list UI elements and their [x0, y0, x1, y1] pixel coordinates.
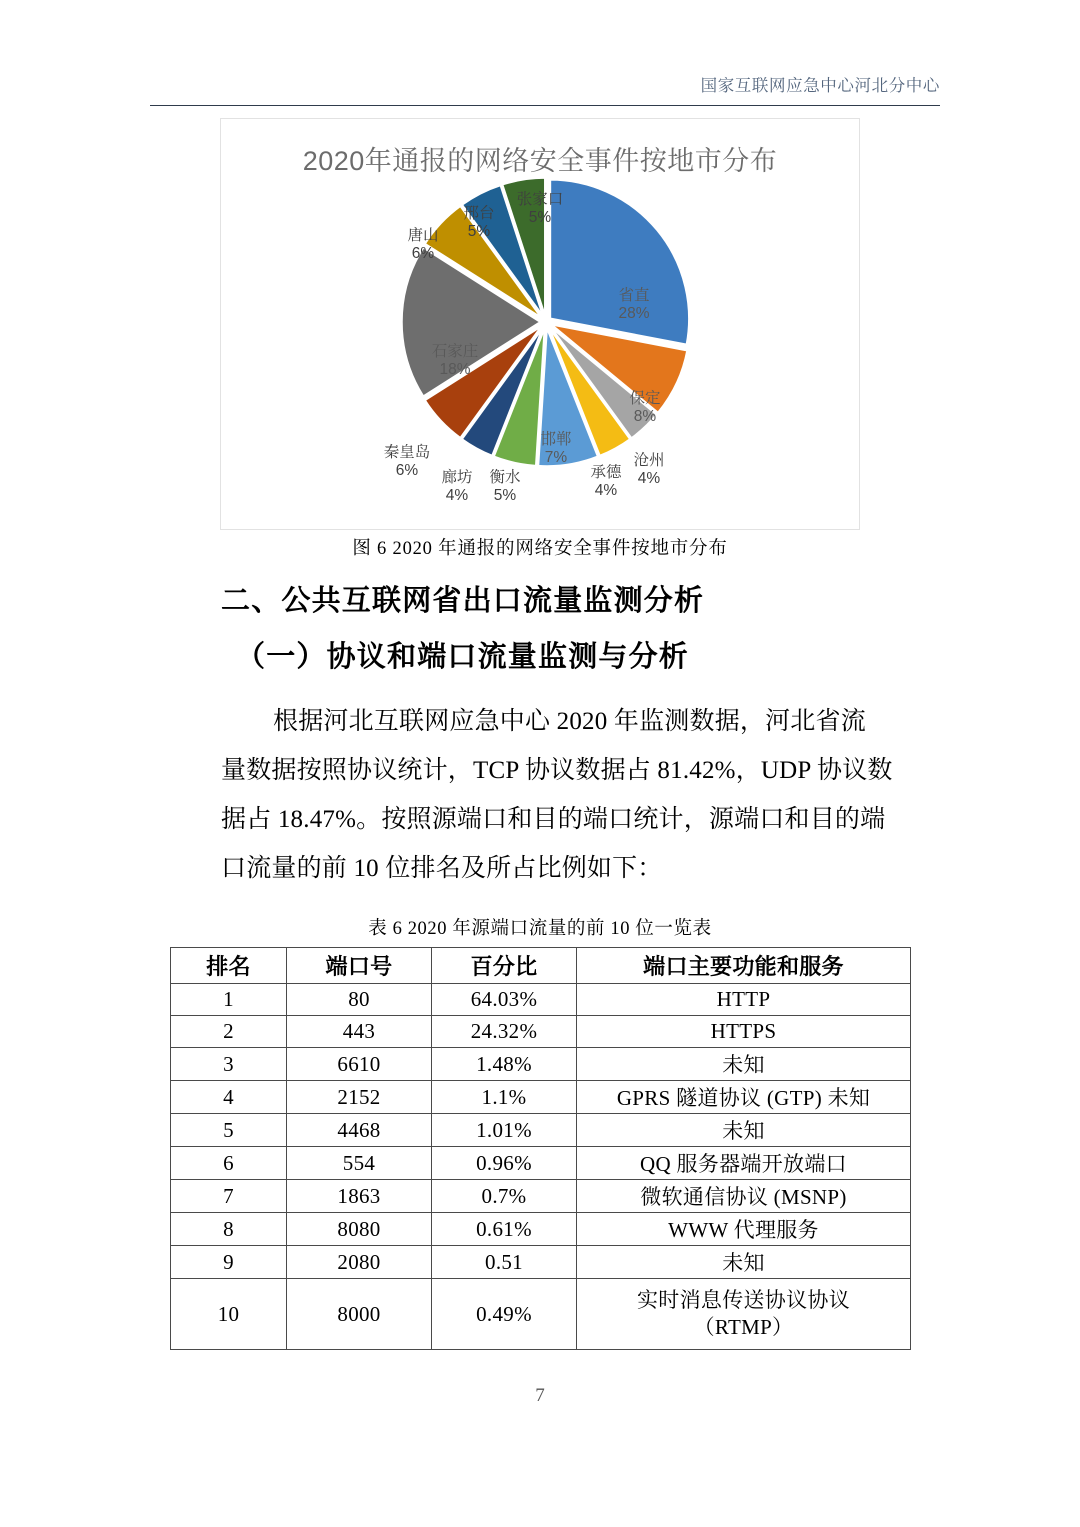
cell-service: HTTP [577, 984, 911, 1016]
cell-service: 未知 [577, 1114, 911, 1147]
cell-rank: 10 [171, 1279, 287, 1350]
cell-rank: 1 [171, 984, 287, 1016]
cell-percent: 0.96% [432, 1147, 577, 1180]
pie-label-langfang: 廊坊 4% [441, 469, 473, 505]
cell-service [577, 1279, 911, 1350]
table-row [171, 1048, 911, 1081]
table-header-row [171, 948, 911, 984]
cell-rank: 8 [171, 1213, 287, 1246]
column-header-rank: 排名 [171, 948, 287, 984]
chart-title: 2020年通报的网络安全事件按地市分布 [302, 146, 778, 176]
cell-service: GPRS 隧道协议 (GTP) 未知 [577, 1081, 911, 1114]
cell-port: 6610 [287, 1048, 432, 1081]
cell-port: 1863 [287, 1180, 432, 1213]
pie-chart-figure [220, 118, 860, 530]
cell-rank: 3 [171, 1048, 287, 1081]
cell-port: 2152 [287, 1081, 432, 1114]
table-body [171, 984, 911, 1350]
cell-port: 80 [287, 984, 432, 1016]
table-row [171, 1246, 911, 1279]
cell-percent: 0.61% [432, 1213, 577, 1246]
cell-port: 4468 [287, 1114, 432, 1147]
table-row [171, 1147, 911, 1180]
pie-label-shengzhi: 省直 28% [618, 287, 650, 323]
cell-percent: 0.7% [432, 1180, 577, 1213]
cell-percent: 1.1% [432, 1081, 577, 1114]
header-organization-name: 国家互联网应急中心河北分中心 [700, 76, 940, 95]
pie-label-chengde: 承德 4% [590, 464, 622, 500]
paragraph-line-2: 量数据按照协议统计，TCP 协议数据占 81.42%，UDP 协议数 [221, 757, 893, 784]
cell-percent: 1.01% [432, 1114, 577, 1147]
paragraph-line-3: 据占 18.47%。按照源端口和目的端口统计，源端口和目的端 [221, 806, 886, 833]
page-number: 7 [535, 1385, 545, 1406]
table-row [171, 1180, 911, 1213]
section-heading-level1: 二、公共互联网省出口流量监测分析 [221, 585, 705, 617]
table-caption: 表 6 2020 年源端口流量的前 10 位一览表 [368, 919, 712, 939]
cell-rank: 6 [171, 1147, 287, 1180]
cell-rank: 5 [171, 1114, 287, 1147]
pie-label-shijiazhuang: 石家庄 18% [431, 343, 479, 379]
pie-label-hengshui: 衡水 5% [489, 469, 521, 505]
table-row [171, 1081, 911, 1114]
header-divider-rule [150, 105, 940, 106]
cell-service: 微软通信协议 (MSNP) [577, 1180, 911, 1213]
cell-port: 443 [287, 1016, 432, 1048]
cell-service: QQ 服务器端开放端口 [577, 1147, 911, 1180]
cell-percent: 24.32% [432, 1016, 577, 1048]
section-heading-level2: （一）协议和端口流量监测与分析 [236, 641, 690, 673]
body-paragraph [221, 697, 921, 893]
cell-port: 554 [287, 1147, 432, 1180]
table-row [171, 1114, 911, 1147]
cell-service: 未知 [577, 1048, 911, 1081]
paragraph-line-4: 口流量的前 10 位排名及所占比例如下： [221, 855, 663, 882]
cell-port: 8080 [287, 1213, 432, 1246]
pie-label-cangzhou: 沧州 4% [633, 452, 665, 488]
cell-percent: 64.03% [432, 984, 577, 1016]
cell-port: 2080 [287, 1246, 432, 1279]
pie-label-handan: 邯郸 7% [540, 431, 572, 467]
column-header-percent: 百分比 [432, 948, 577, 984]
cell-percent: 0.51 [432, 1246, 577, 1279]
source-port-traffic-table [170, 947, 911, 1350]
paragraph-line-1: 根据河北互联网应急中心 2020 年监测数据，河北省流 [273, 708, 866, 735]
cell-percent: 0.49% [432, 1279, 577, 1350]
cell-service: HTTPS [577, 1016, 911, 1048]
page-running-header [150, 72, 940, 106]
table-row [171, 1213, 911, 1246]
cell-port: 8000 [287, 1279, 432, 1350]
cell-rank: 2 [171, 1016, 287, 1048]
table-row [171, 984, 911, 1016]
pie-label-tangshan: 唐山 6% [407, 227, 439, 263]
pie-label-qinhuangdao: 秦皇岛 6% [383, 444, 431, 480]
pie-label-xingtai: 邢台 5% [463, 205, 495, 241]
column-header-port: 端口号 [287, 948, 432, 984]
table-row [171, 1016, 911, 1048]
cell-rank: 4 [171, 1081, 287, 1114]
pie-label-zhangjiakou: 张家口 5% [516, 191, 564, 227]
figure-caption: 图 6 2020 年通报的网络安全事件按地市分布 [352, 539, 728, 559]
pie-chart-plot-area [221, 119, 859, 529]
pie-label-baoding: 保定 8% [629, 390, 661, 426]
cell-service: 未知 [577, 1246, 911, 1279]
cell-rank: 7 [171, 1180, 287, 1213]
table-row [171, 1279, 911, 1350]
column-header-service: 端口主要功能和服务 [577, 948, 911, 984]
cell-rank: 9 [171, 1246, 287, 1279]
cell-service-line-2: （RTMP） [693, 1315, 794, 1339]
cell-service-line-1: 实时消息传送协议协议 [637, 1288, 850, 1313]
cell-percent: 1.48% [432, 1048, 577, 1081]
cell-service: WWW 代理服务 [577, 1213, 911, 1246]
